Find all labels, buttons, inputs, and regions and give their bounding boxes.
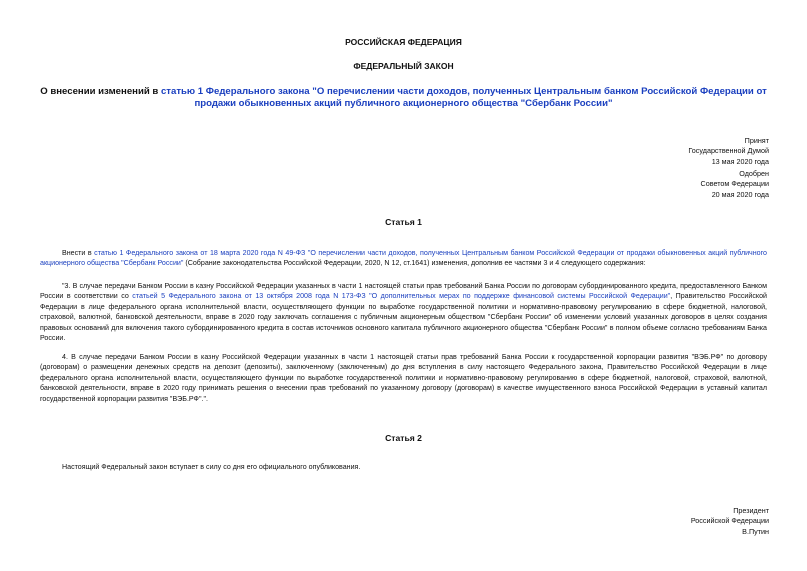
article-2-text: Настоящий Федеральный закон вступает в силу со дня его официального опубликования. <box>62 463 361 471</box>
duma-label: Государственной Думой <box>688 146 769 156</box>
article-1-part-4: 4. В случае передачи Банком России в казну Российской Федерации указанных в части 1 настоящей статьи прав требований Банка России к государственной корпорации развития "ВЭБ.РФ" по договору (договорам) о размещении денежных средств на депозит (депозиты), заключенному (заключенным) до дня вступления в силу настоящего Федерального закона, Правительство Российской Федерации в лице федерального органа исполнительной власти, осуществляющего функции по выработке государственной политики и нормативно-правовому регулированию в сфере бюджетной, налоговой, страховой, валютной, банковской деятельности, вправе в 2020 году принимать решения о внесении прав требований по указанному договору (договорам) в качестве имущественного взноса Российской Федерации в уставный капитал государственной корпорации развития "ВЭБ.РФ".". <box>40 353 767 403</box>
federation-heading: РОССИЙСКАЯ ФЕДЕРАЦИЯ <box>345 37 462 47</box>
signature-position: Президент <box>733 506 769 515</box>
article-1-intro-pre: Внести в <box>62 249 95 257</box>
law-title <box>40 86 767 110</box>
signature-name: В.Путин <box>742 526 769 536</box>
duma-date: 13 мая 2020 года <box>711 156 769 166</box>
article-1-intro <box>40 248 767 269</box>
part-3-link[interactable]: статьей 5 Федерального закона от 13 октября 2008 года N 173-ФЗ "О дополнительных мерах по поддержке финансовой системы Российской Федерации" <box>132 292 671 301</box>
approved-label: Одобрен <box>739 168 769 178</box>
part-3-pre: "3. В случае передачи Банком России в казну Российской Федерации указанных в части 1 настоящей статьи прав требований Банка России по договорам субординированного кредита, предоставленного Банком России в соответствии со <box>40 282 767 301</box>
acceptance-block <box>688 136 769 200</box>
article-1-intro-link[interactable]: статью 1 Федерального закона от 18 марта 2020 года N 49-ФЗ "О перечислении части доходов, полученных Центральным банком Российской Федерации от продажи обыкновенных акций публичного акционерного общества "Сбербанк России" <box>40 249 767 268</box>
article-1-heading: Статья 1 <box>385 217 422 227</box>
law-type-heading: ФЕДЕРАЛЬНЫЙ ЗАКОН <box>353 61 454 71</box>
signature-block <box>691 506 769 537</box>
article-1-part-3 <box>40 281 767 343</box>
council-label: Советом Федерации <box>700 179 769 189</box>
article-2-heading: Статья 2 <box>385 433 422 443</box>
signature-country: Российской Федерации <box>690 516 769 526</box>
article-1-intro-post: (Собрание законодательства Российской Федерации, 2020, N 12, ст.1641) изменения, дополнив ее частями 3 и 4 следующего содержания: <box>183 259 646 268</box>
law-title-link[interactable]: статью 1 Федерального закона "О перечислении части доходов, полученных Центральным банком Российской Федерации от продажи обыкновенных акций публичного акционерного общества "Сбербанк России" <box>160 86 767 109</box>
part-3-post: , Правительство Российской Федерации в лице федерального органа исполнительной власти, осуществляющего функции по выработке государственной политики и нормативно-правовому регулированию в сфере бюджетной, налоговой, страховой, валютной, банковской деятельности, вправе в 2020 году заключать соглашения с публичным акционерным обществом "Сбербанк России" об изменении условий указанных договоров в целях создания правовых оснований для включения такого субординированного кредита в состав источников основного капитала публичного акционерного общества "Сбербанк России" в полном объеме согласно требованиям Банка России. <box>40 292 767 343</box>
council-date: 20 мая 2020 года <box>711 189 769 199</box>
accepted-label: Принят <box>744 136 769 145</box>
law-title-prefix: О внесении изменений в <box>40 86 161 97</box>
